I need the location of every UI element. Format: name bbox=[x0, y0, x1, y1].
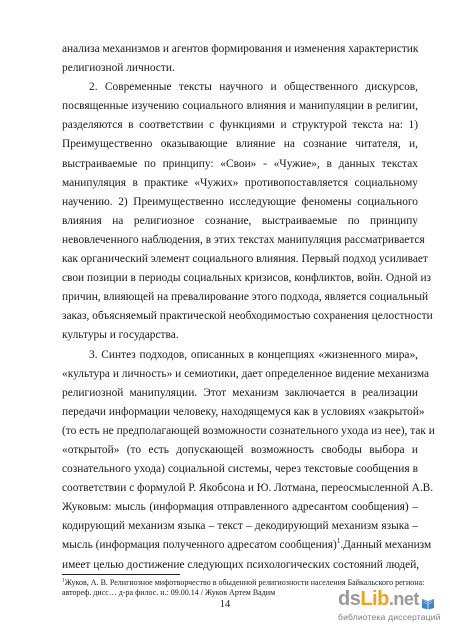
logo-part-ds: ds bbox=[338, 588, 361, 610]
text-line: Жуковым: мысль (информация отправленного адресантом сообщения) – bbox=[62, 501, 418, 514]
text-span: .Данный механизм bbox=[340, 539, 432, 552]
text-line: манипуляция в практике «Чужих» противопоставляется социальному bbox=[62, 176, 418, 189]
text-line: соответствии с формулой Р. Якобсона и Ю. Лотмана, переосмысленной А.В. bbox=[62, 482, 434, 495]
text-line: анализа механизмов и агентов формирования и изменения характеристик bbox=[62, 43, 419, 55]
text-line: разделяются в соответствии с функциями и структурой текста на: 1) bbox=[62, 119, 418, 132]
logo-part-net: .net bbox=[388, 589, 419, 609]
text-line: свои позиции в периоды социальных кризисов, конфликтов, войн. Одной из bbox=[62, 272, 432, 285]
text-line: «культура и личность» и семиотики, дает определенное видение механизма bbox=[62, 367, 430, 380]
text-line: имеет целью достижение следующих психологических состояний людей, bbox=[62, 558, 420, 571]
footnote-text: Жуков, А. В. Религиозное мифотворчество в обыденной религиозности населения Байкальского региона: bbox=[64, 578, 425, 587]
text-line: передачи информации человеку, находящемуся как в условиях «закрытой» bbox=[62, 405, 425, 418]
text-line: заказ, объясняемый практической необходимостью сохранения целостности bbox=[62, 310, 433, 323]
text-line: невовлеченного наблюдения, в этих текстах манипуляция рассматривается bbox=[62, 233, 425, 246]
footnote-line bbox=[62, 577, 425, 588]
text-line: причин, влияющей на превалирование этого подхода, является социальный bbox=[62, 291, 429, 304]
text-line: кодирующий механизм языка – текст – декодирующий механизм языка – bbox=[62, 520, 418, 533]
text-line: религиозной личности. bbox=[62, 62, 175, 75]
text-line: влияния на религиозное сознание, выстраиваемые по принципу bbox=[62, 214, 418, 227]
text-line-with-footnote-ref bbox=[62, 536, 432, 555]
text-line: научению. 2) Преимущественно исследующие феномены социального bbox=[62, 195, 418, 208]
footnote-marker: 1 bbox=[62, 577, 65, 584]
text-line: «открытой» (то есть допускающей возможность свободы выбора и bbox=[62, 443, 418, 456]
text-line: (то есть не предполагающей возможности сознательного ухода из нее), так и bbox=[62, 424, 435, 437]
page-number: 14 bbox=[219, 599, 231, 610]
text-line: 3. Синтез подходов, описанных в концепциях «жизненного мира», bbox=[89, 348, 418, 361]
book-icon bbox=[421, 593, 435, 607]
text-line: посвященные изучению социального влияния и манипуляции в религии, bbox=[62, 100, 418, 113]
text-line: 2. Современные тексты научного и общественного дискурсов, bbox=[89, 81, 418, 94]
watermark-logo bbox=[338, 588, 446, 610]
dslib-watermark[interactable] bbox=[338, 588, 446, 632]
text-line: как органический элемент социального влияния. Первый подход усиливает bbox=[62, 253, 428, 266]
footnote-line: автореф. дисс… д-ра филос. н.: 09.00.14 / Жуков Артем Вадим bbox=[62, 588, 276, 597]
text-line: сознательного ухода) социальной системы, через текстовые сообщения в bbox=[62, 463, 418, 476]
text-line: религиозной манипуляции. Этот механизм заключается в реализации bbox=[62, 386, 418, 399]
footnote-divider bbox=[62, 574, 180, 575]
text-line: выстраиваемые по принципу: «Свои» - «Чужие», в данных текстах bbox=[62, 157, 418, 170]
text-line: Преимущественно оказывающие влияние на сознание читателя, и, bbox=[62, 138, 418, 151]
text-span: мысль (информация полученного адресатом сообщения) bbox=[62, 539, 337, 552]
logo-part-lib: Lib bbox=[360, 588, 389, 610]
document-body bbox=[62, 40, 435, 575]
footnote-reference[interactable]: 1 bbox=[336, 537, 341, 546]
watermark-subtitle: библиотека диссертаций bbox=[338, 612, 441, 622]
text-line: культуры и государства. bbox=[62, 329, 179, 342]
